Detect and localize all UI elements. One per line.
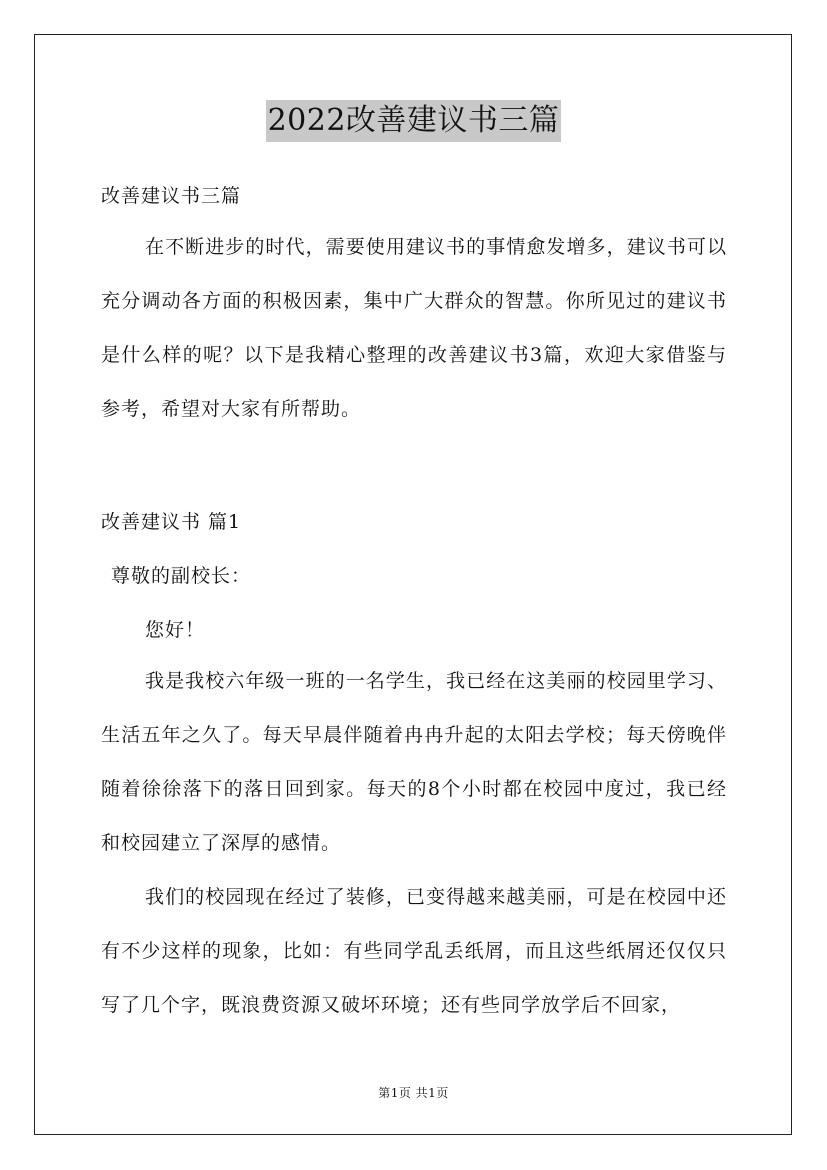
body-paragraph-1: 我是我校六年级一班的一名学生，我已经在这美丽的校园里学习、生活五年之久了。每天早晨伴随着冉冉升起的太阳去学校；每天傍晚伴随着徐徐落下的落日回到家。每天的8个小时都在校园中度过，我已经和校园建立了深厚的感情。 bbox=[101, 670, 727, 854]
greeting: 您好！ bbox=[145, 619, 206, 641]
salutation: 尊敬的副校长： bbox=[111, 565, 252, 587]
body-paragraph-2: 我们的校园现在经过了装修，已变得越来越美丽，可是在校园中还有不少这样的现象，比如：有些同学乱丢纸屑，而且这些纸屑还仅仅只写了几个字，既浪费资源又破坏环境；还有些同学放学后不回家， bbox=[101, 886, 727, 1016]
page-footer: 第1页 共1页 bbox=[378, 1086, 449, 1100]
section-heading: 改善建议书 篇1 bbox=[101, 511, 242, 533]
document-title: 2022改善建议书三篇 bbox=[266, 100, 562, 142]
subtitle: 改善建议书三篇 bbox=[101, 185, 242, 207]
title-container bbox=[0, 100, 827, 142]
intro-paragraph: 在不断进步的时代，需要使用建议书的事情愈发增多，建议书可以充分调动各方面的积极因素，集中广大群众的智慧。你所见过的建议书是什么样的呢？以下是我精心整理的改善建议书3篇，欢迎大家借鉴与参考，希望对大家有所帮助。 bbox=[101, 236, 727, 420]
